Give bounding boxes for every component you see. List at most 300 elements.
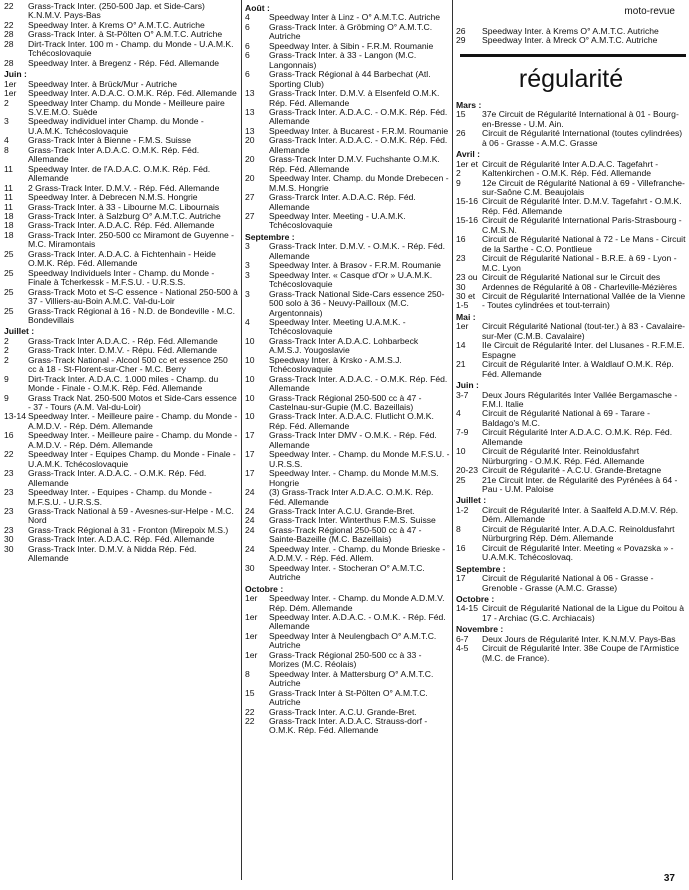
event-date: 1er: [245, 593, 258, 604]
event-entry: [4, 99, 238, 118]
event-text: Circuit de Régularité National de la Ligue du Poitou à 17 - Archiac (G.C. Archiacais): [482, 603, 685, 623]
event-date: 4: [456, 408, 461, 419]
event-text: Circuit de Régularité - A.C.U. Grande-Bretagne: [482, 465, 662, 476]
event-entry: [245, 450, 450, 469]
event-text: Dirt-Track Inter. A.D.A.C. 1.000 miles - Champ. du Monde - Finale - O.M.K. Rép. Féd. Allemande: [28, 373, 219, 394]
event-date: 30: [245, 562, 255, 573]
event-entry: [456, 341, 686, 360]
event-date: 23: [4, 524, 14, 535]
event-entry: [456, 110, 686, 129]
event-text: Circuit de Régularité National à 06 - Grasse - Grenoble - Grasse (A.M.C. Grasse): [482, 573, 654, 593]
event-date: 14-15: [456, 603, 478, 614]
event-text: Grass-Track Inter. à 33 - Langon (M.C. Langonnais): [269, 50, 417, 70]
event-text: IIe Circuit de Régularité Inter. del Llusanes - R.F.M.E. Espagne: [482, 340, 685, 360]
event-date: 1-2: [456, 504, 469, 515]
event-text: Speedway Inter. à Sibin - F.R.M. Roumanie: [269, 40, 434, 51]
event-text: (3) Grass-Track Inter A.D.A.C. O.M.K. Rép. Féd. Allemande: [269, 487, 434, 507]
event-date: 24: [245, 515, 255, 526]
event-text: Speedway Inter. A.D.A.C. O.M.K. Rép. Féd. Allemande: [28, 88, 237, 99]
event-text: Grass-Track Inter A.D.A.C. - Rép. Féd. Allemande: [28, 335, 218, 346]
event-entry: [245, 651, 450, 670]
event-entry: [245, 469, 450, 488]
event-entry: [456, 179, 686, 198]
event-date: 3: [245, 288, 250, 299]
month-heading: Juin :: [456, 380, 479, 391]
event-entry: [456, 129, 686, 148]
event-text: Grass-Track Inter. (250-500 Jap. et Side-Cars) K.N.M.V. Pays-Bas: [28, 1, 205, 21]
event-entry: [245, 155, 450, 174]
event-entry: [456, 604, 686, 623]
event-entry: [245, 488, 450, 507]
event-entry: [4, 288, 238, 307]
event-date: 8: [4, 144, 9, 155]
month-heading: Mai :: [456, 311, 476, 322]
event-entry: [245, 632, 450, 651]
event-date: 26: [456, 128, 466, 139]
event-text: Speedway Individuels Inter - Champ. du Monde - Finale à Tcherkessk - M.F.S.U. - U.R.S.S.: [28, 267, 215, 288]
event-entry: [245, 337, 450, 356]
event-text: Grass-Track National - Alcool 500 cc et essence 250 cc à 18 - St-Florent-sur-Cher - M.C. Berry: [28, 354, 228, 375]
event-text: Circuit de Régularité International Vallée de la Vienne - Toutes cylindrées et tout-terrain): [482, 290, 686, 311]
event-date: 16: [456, 542, 466, 553]
event-date: 30: [4, 543, 14, 554]
event-text: Speedway Inter à Linz - O° A.M.T.C. Autriche: [269, 12, 441, 23]
event-text: Grass-Track Régional à 44 Barbechat (Atl. Sporting Club): [269, 69, 431, 89]
event-text: Speedway Inter. - Champ. du Monde A.D.M.V. Rép. Dém. Allemande: [269, 593, 445, 613]
event-date: 28: [4, 29, 14, 40]
event-text: Speedway Inter Champ. du Monde - Meilleure paire S.V.E.M.O. Suède: [28, 97, 225, 117]
event-entry: [4, 2, 238, 21]
event-date: 3: [245, 241, 250, 252]
event-date: 1er: [456, 321, 469, 332]
event-date: 4: [4, 135, 9, 146]
event-text: Circuit Régularité National (tout-ter.) à 83 - Cavalaire-sur-Mer (C.M.B. Cavalaire): [482, 321, 685, 341]
event-date: 14: [456, 340, 466, 351]
column-divider: [241, 0, 242, 880]
event-entry: [456, 160, 686, 179]
event-text: Circuit de Régularité National à 69 - Tarare - Baldago's M.C.: [482, 408, 650, 428]
event-text: Grass-Track Inter à Bienne - F.M.S. Suisse: [28, 135, 192, 146]
event-entry: [245, 717, 450, 736]
event-text: Speedway Inter. - Champ. du Monde Brieske - A.D.M.V. - Rép. Féd. Allem.: [269, 543, 446, 564]
event-text: Grass-Track Régional 250-500 cc à 47 - Sainte-Bazeille (M.C. Bazeillais): [269, 524, 422, 545]
event-entry: [4, 488, 238, 507]
event-entry: [4, 250, 238, 269]
event-text: Grass-Track Régional 250-500 cc à 47 - Castelnau-sur-Gupie (M.C. Bazeillais): [269, 392, 422, 413]
event-date: 23 ou 30: [456, 272, 478, 292]
event-date: 18: [4, 220, 14, 231]
event-date: 10: [456, 446, 466, 457]
event-text: Speedway Inter. à Brück/Mur - Autriche: [28, 78, 178, 89]
event-date: 28: [4, 38, 14, 49]
event-entry: [245, 108, 450, 127]
event-date: 9: [4, 392, 9, 403]
event-entry: [456, 544, 686, 563]
event-date: 25: [456, 474, 466, 485]
event-entry: [245, 375, 450, 394]
event-entry: [245, 318, 450, 337]
event-date: 20: [245, 173, 255, 184]
event-date: 18: [4, 210, 14, 221]
event-entry: [245, 594, 450, 613]
page-header: moto-revue: [624, 6, 675, 17]
event-text: Circuit de Régularité Inter. D.M.V. Tagefahrt - O.M.K. Rép. Féd. Allemande: [482, 196, 682, 216]
event-text: Speedway Inter. « Casque d'Or » U.A.M.K. Tchécoslovaquie: [269, 269, 433, 290]
schedule-column-3: [456, 27, 686, 663]
section-title: régularité: [518, 64, 624, 93]
event-text: 21e Circuit Inter. de Régularité des Pyrénées à 64 - Pau - U.M. Paloise: [482, 474, 678, 495]
event-entry: [456, 428, 686, 447]
event-date: 4: [245, 316, 250, 327]
event-text: Circuit de Régularité National à 72 - Le Mans - Circuit de la Sarthe - C.O. Pontlieue: [482, 234, 686, 254]
event-date: 25: [4, 286, 14, 297]
column-divider: [452, 0, 453, 880]
month-heading: Novembre :: [456, 624, 504, 635]
event-text: Grass-Track Inter. A.D.A.C. Flutlicht O.M.K. Rép. Féd. Allemande: [269, 411, 434, 431]
event-text: Speedway Inter. - Champ. du Monde M.M.S. Hongrie: [269, 468, 439, 488]
regularite-list: [456, 101, 686, 663]
event-date: 17: [245, 449, 255, 460]
event-date: 24: [245, 543, 255, 554]
event-date: 7-9: [456, 427, 469, 438]
event-text: Speedway Inter. à Krsko - A.M.S.J. Tchécoslovaquie: [269, 354, 402, 375]
event-date: 3: [245, 260, 250, 271]
event-text: Speedway Inter. A.D.A.C. - O.M.K. - Rép. Féd. Allemande: [269, 612, 446, 632]
event-date: 27: [245, 210, 255, 221]
event-date: 2: [4, 354, 9, 365]
event-entry: [245, 613, 450, 632]
event-date: 25: [4, 267, 14, 278]
event-entry: [245, 136, 450, 155]
event-text: Speedway Inter. à Bucarest - F.R.M. Roumanie: [269, 125, 449, 136]
schedule-column-1: [4, 2, 238, 564]
section-rule: [460, 54, 686, 57]
event-date: 16: [456, 234, 466, 245]
event-text: Speedway Inter. à Krems O° A.M.T.C. Autriche: [28, 19, 205, 30]
month-heading: Mars :: [456, 99, 482, 110]
schedule-column-2: [245, 2, 450, 736]
event-text: Speedway Inter. à Debrecen N.M.S. Hongrie: [28, 192, 198, 203]
event-text: Circuit de Régularité National - B.R.E. à 69 - Lyon - M.C. Lyon: [482, 253, 677, 273]
event-text: Speedway Inter. - Meilleure paire - Champ. du Monde - A.M.D.V. - Rép. Dém. Allemande: [28, 430, 238, 450]
event-date: 10: [245, 392, 255, 403]
event-date: 24: [245, 524, 255, 535]
event-entry: [456, 254, 686, 273]
event-entry: [245, 356, 450, 375]
event-date: 3-7: [456, 389, 469, 400]
event-text: Speedway Inter. - Champ. du Monde M.F.S.U. - U.R.S.S.: [269, 449, 450, 469]
event-entry: [245, 564, 450, 583]
event-text: 37e Circuit de Régularité International à 01 - Bourg-en-Bresse - U.M. Ain.: [482, 109, 679, 129]
event-entry: [4, 307, 238, 326]
event-date: 23: [4, 487, 14, 498]
event-text: Circuit de Régularité Inter. à Saalfeld A.D.M.V. Rép. Dém. Allemande: [482, 504, 679, 525]
event-entry: [4, 146, 238, 165]
event-date: 11: [4, 163, 13, 174]
event-text: Grass-Track Inter. A.D.A.C. - O.M.K. Rép. Féd. Allemande: [269, 106, 448, 127]
event-entry: [4, 450, 238, 469]
event-date: 15: [456, 109, 466, 120]
event-date: 16: [4, 430, 14, 441]
event-entry: [245, 174, 450, 193]
event-date: 11: [4, 192, 13, 203]
page-number: 37: [663, 873, 675, 884]
event-entry: [245, 193, 450, 212]
event-entry: [456, 574, 686, 593]
event-entry: [4, 394, 238, 413]
event-text: Grass-Track Inter. A.D.A.C. - O.M.K. Rép. Féd. Allemande: [28, 468, 207, 488]
event-date: 30 et 1-5: [456, 290, 476, 311]
event-entry: [4, 375, 238, 394]
event-text: Grass-Track Inter. A.D.A.C. Rép. Féd. Allemande: [28, 220, 215, 231]
event-entry: [245, 670, 450, 689]
month-heading: Octobre :: [456, 594, 495, 605]
event-date: 3: [4, 116, 9, 127]
event-date: 17: [245, 468, 255, 479]
event-entry: [245, 394, 450, 413]
event-date: 22: [4, 1, 14, 11]
event-text: Grass-Track Inter. à Salzburg O° A.M.T.C. Autriche: [28, 210, 221, 221]
event-entry: [245, 271, 450, 290]
event-date: 10: [245, 354, 255, 365]
event-date: 11: [4, 201, 13, 212]
event-entry: [4, 165, 238, 184]
event-text: Speedway Inter. - Equipes - Champ. du Monde - M.F.S.U. - U.R.S.S.: [28, 487, 212, 507]
event-date: 10: [245, 373, 255, 384]
event-text: Grass-Track Moto et S-C essence - National 250-500 à 37 - Villiers-au-Boin A.M.C. Val-du-Loir: [28, 286, 238, 307]
event-text: Circuit de Régularité National sur le Circuit des Ardennes de Régularité à 08 - Charleville-Mézières: [482, 272, 677, 292]
event-date: 30: [4, 534, 14, 545]
event-text: Speedway Inter. - Meilleure paire - Champ. du Monde - A.M.D.V. - Rép. Dém. Allemande: [28, 411, 238, 431]
event-date: 13: [245, 106, 255, 117]
event-entry: [456, 506, 686, 525]
event-date: 2: [4, 345, 9, 356]
event-text: Speedway Inter à Neulengbach O° A.M.T.C. Autriche: [269, 630, 437, 651]
event-text: Speedway Inter. à Mreck O° A.M.T.C. Autriche: [482, 35, 658, 46]
month-heading: Juillet :: [456, 495, 487, 506]
event-date: 2: [4, 335, 9, 346]
event-entry: [456, 391, 686, 410]
event-text: Speedway Inter. Meeting - U.A.M.K. Tchécoslovaquie: [269, 210, 406, 231]
event-entry: [4, 431, 238, 450]
event-entry: [245, 431, 450, 450]
event-entry: [456, 216, 686, 235]
event-date: 15-16: [456, 215, 478, 226]
event-text: Circuit de Régularité Inter A.D.A.C. Tagefahrt - Kaltenkirchen - O.M.K. Rép. Féd. Allemande: [482, 158, 659, 179]
event-entry: [4, 40, 238, 59]
event-entry: [245, 526, 450, 545]
event-text: Grass-Track Régional à 16 - N.D. de Bondeville - M.C. Bondevillais: [28, 305, 235, 325]
event-text: Circuit de Régularité Inter. Reinoldusfahrt Nürburgring - O.M.K. Rép. Féd. Allemande: [482, 446, 645, 466]
event-date: 6: [245, 21, 250, 32]
event-text: Circuit de Régularité International (toutes cylindrées) à 06 - Grasse - A.M.C. Grasse: [482, 128, 683, 148]
event-text: Grass-Track Inter. A.D.A.C. - O.M.K. Rép. Féd. Allemande: [269, 373, 448, 394]
event-entry: [4, 59, 238, 68]
event-entry: [4, 545, 238, 564]
event-text: Grass-Track Inter. D.M.V. à Elsenfeld O.M.K. Rép. Féd. Allemande: [269, 88, 440, 108]
event-date: 6: [245, 50, 250, 61]
event-text: Grass-Track Inter DMV - O.M.K. - Rép. Féd. Allemande: [269, 430, 437, 450]
event-date: 26: [456, 26, 466, 36]
event-date: 1er et 2: [456, 158, 478, 179]
event-text: Grass-Track Inter. D.M.V. à Nidda Rép. Féd. Allemande: [28, 543, 197, 564]
event-entry: [456, 360, 686, 379]
event-entry: [456, 644, 686, 663]
event-text: Grass-Track Régional 250-500 cc à 33 - Morizes (M.C. Réolais): [269, 649, 422, 670]
event-date: 17: [245, 430, 255, 441]
event-entry: [4, 507, 238, 526]
event-date: 1er: [4, 88, 17, 99]
event-text: Circuit de Régularité Inter. à Waldlauf O.M.K. Rép. Féd. Allemande: [482, 359, 674, 379]
event-date: 2: [4, 97, 9, 108]
event-date: 1er: [4, 78, 17, 89]
event-text: Speedway Inter. de l'A.D.A.C. O.M.K. Rép. Féd. Allemande: [28, 163, 211, 184]
event-date: 25: [4, 305, 14, 316]
event-date: 22: [245, 715, 255, 726]
event-text: Grass-Trarck Inter. A.D.A.C. Rép. Féd. Allemande: [269, 192, 416, 212]
event-date: 22: [4, 449, 14, 460]
event-date: 18: [4, 229, 14, 240]
event-text: 2 Grass-Track Inter. D.M.V. - Rép. Féd. Allemande: [28, 182, 220, 193]
event-text: Grass-Track National à 59 - Avesnes-sur-Helpe - M.C. Nord: [28, 506, 234, 526]
event-entry: [4, 269, 238, 288]
event-date: 20-23: [456, 465, 478, 476]
event-date: 15-16: [456, 196, 478, 207]
event-entry: [245, 70, 450, 89]
event-entry: [4, 469, 238, 488]
event-date: 17: [456, 573, 466, 584]
event-date: 20: [245, 135, 255, 146]
event-entry: [245, 689, 450, 708]
event-text: Deux Jours Régularités Inter Vallée Bergamasche - F.M.I. Italie: [482, 389, 678, 409]
event-text: Grass-Track Régional à 31 - Fronton (Mirepoix M.S.): [28, 524, 229, 535]
event-date: 6: [245, 69, 250, 80]
month-heading: Septembre :: [245, 231, 295, 242]
event-date: 8: [245, 668, 250, 679]
event-entry: [456, 235, 686, 254]
event-entry: [4, 117, 238, 136]
event-entry: [456, 525, 686, 544]
month-heading: Août :: [245, 3, 270, 13]
event-text: Deux Jours de Régularité Inter. K.N.M.V. Pays-Bas: [482, 633, 676, 644]
event-text: Speedway Inter. à Krems O° A.M.T.C. Autriche: [482, 26, 659, 36]
event-text: Grass-Track Inter. D.M.V. - Répu. Féd. Allemande: [28, 345, 217, 356]
event-text: Grass Track Nat. 250-500 Motos et Side-Cars essence - 37 - Tours (A.M. Val-du-Loir): [28, 392, 237, 413]
event-entry: [4, 231, 238, 250]
event-entry: [245, 290, 450, 318]
event-date: 21: [456, 359, 466, 370]
event-date: 24: [245, 487, 255, 498]
event-entry: [4, 412, 238, 431]
month-heading: Octobre :: [245, 583, 284, 594]
event-entry: [245, 89, 450, 108]
month-heading: Avril :: [456, 149, 481, 160]
event-text: Grass-Track Inter. A.D.A.C. - O.M.K. Rép. Féd. Allemande: [269, 135, 448, 155]
event-date: 9: [4, 373, 9, 384]
event-date: 20: [245, 154, 255, 165]
event-text: Dirt-Track Inter. 100 m - Champ. du Monde - U.A.M.K. Tchécoslovaquie: [28, 38, 234, 59]
event-date: 13-14: [4, 411, 26, 422]
event-entry: [456, 197, 686, 216]
event-date: 28: [4, 57, 14, 68]
event-entry: [245, 51, 450, 70]
event-date: 24: [245, 506, 255, 517]
event-entry: [245, 212, 450, 231]
event-entry: [245, 242, 450, 261]
event-date: 22: [245, 706, 255, 717]
event-entry: [456, 322, 686, 341]
event-entry: [245, 23, 450, 42]
event-date: 6-7: [456, 633, 469, 644]
event-text: Circuit de Régularité International Paris-Strasbourg - C.M.S.N.: [482, 215, 682, 235]
month-heading: Septembre :: [456, 563, 506, 574]
event-entry: [456, 273, 686, 292]
event-text: Speedway Inter. à Brasov - F.R.M. Roumanie: [269, 260, 441, 271]
event-text: 12e Circuit de Régularité National à 69 - Villefranche-sur-Saône C.M. Beaujolais: [482, 177, 685, 197]
event-date: 1er: [245, 630, 258, 641]
event-date: 4: [245, 12, 250, 23]
event-text: Speedway individuel inter Champ. du Monde - U.A.M.K. Tchécoslovaquie: [28, 116, 204, 136]
event-date: 11: [4, 182, 13, 193]
event-entry: [245, 545, 450, 564]
speedway-continued: [456, 27, 686, 46]
event-text: Speedway Inter. à Mattersburg O° A.M.T.C. Autriche: [269, 668, 434, 689]
event-date: 8: [456, 523, 461, 534]
event-date: 23: [456, 253, 466, 264]
event-date: 13: [245, 125, 255, 136]
event-date: 29: [456, 35, 466, 46]
event-entry: [456, 447, 686, 466]
event-entry: [456, 476, 686, 495]
event-entry: [456, 409, 686, 428]
event-text: Grass-Track Inter. A.D.A.C. à Fichtenhain - Heide O.M.K. Rép. Féd. Allemande: [28, 248, 216, 269]
event-text: Speedway Inter. Champ. du Monde Drebecen - M.M.S. Hongrie: [269, 173, 449, 193]
event-date: 22: [4, 19, 14, 30]
event-text: Grass-Track Inter. A.D.A.C. Strauss-dorf - O.M.K. Rép. Féd. Allemande: [269, 715, 428, 736]
event-text: Grass-Track Inter A.D.A.C. Lohbarbeck A.M.S.J. Yougoslavie: [269, 335, 419, 356]
event-text: Circuit Régularité Inter A.D.A.C. O.M.K. Rép. Féd. Allemande: [482, 427, 673, 447]
event-text: Speedway Inter. à Bregenz - Rép. Féd. Allemande: [28, 57, 220, 68]
event-entry: [456, 36, 686, 45]
event-date: 23: [4, 506, 14, 517]
event-text: Grass-Track National Side-Cars essence 250-500 solo à 36 - Neuvy-Pailloux (M.C. Argentonnais): [269, 288, 445, 318]
event-text: Speedway Inter. Meeting U.A.M.K. - Tchécoslovaquie: [269, 316, 406, 337]
event-text: Grass-Track Inter à St-Pölten O° A.M.T.C. Autriche: [269, 687, 428, 708]
event-entry: [456, 292, 686, 311]
event-text: Grass-Track Inter. A.D.A.C. Rép. Féd. Allemande: [28, 534, 215, 545]
event-date: 13: [245, 88, 255, 99]
event-date: 9: [456, 177, 461, 188]
event-text: Circuit de Régularité Inter. Meeting « Povazska » - U.A.M.K. Tchécoslovaq.: [482, 542, 674, 563]
event-text: Speedway Inter. - Stocheran O° A.M.T.C. Autriche: [269, 562, 425, 583]
event-date: 4-5: [456, 643, 469, 654]
event-text: Grass-Track Inter. Winterthus F.M.S. Suisse: [269, 515, 436, 526]
event-date: 6: [245, 40, 250, 51]
event-text: Grass-Track Inter. 250-500 cc Miramont de Guyenne - M.C. Miramontais: [28, 229, 235, 250]
event-date: 10: [245, 335, 255, 346]
event-text: Grass-Track Inter. à 33 - Libourne M.C. Libournais: [28, 201, 220, 212]
event-date: 27: [245, 192, 255, 203]
month-heading: Juin :: [4, 69, 27, 80]
event-text: Circuit de Régularité Inter. 38e Coupe de l'Armistice (M.C. de France).: [482, 643, 680, 663]
event-text: Circuit de Régularité Inter. A.D.A.C. Reinoldusfahrt Nürburgring Rép. Dém. Allemande: [482, 523, 675, 544]
event-text: Speedway Inter - Equipes Champ. du Monde - Finale - U.A.M.K. Tchécoslovaquie: [28, 449, 236, 469]
event-text: Grass-Track Inter. à St-Pölten O° A.M.T.C. Autriche: [28, 29, 223, 40]
event-date: 1er: [245, 649, 258, 660]
event-text: Grass-Track Inter A.C.U. Grande-Bret.: [269, 506, 415, 517]
event-date: 1er: [245, 612, 258, 622]
event-date: 23: [4, 468, 14, 479]
